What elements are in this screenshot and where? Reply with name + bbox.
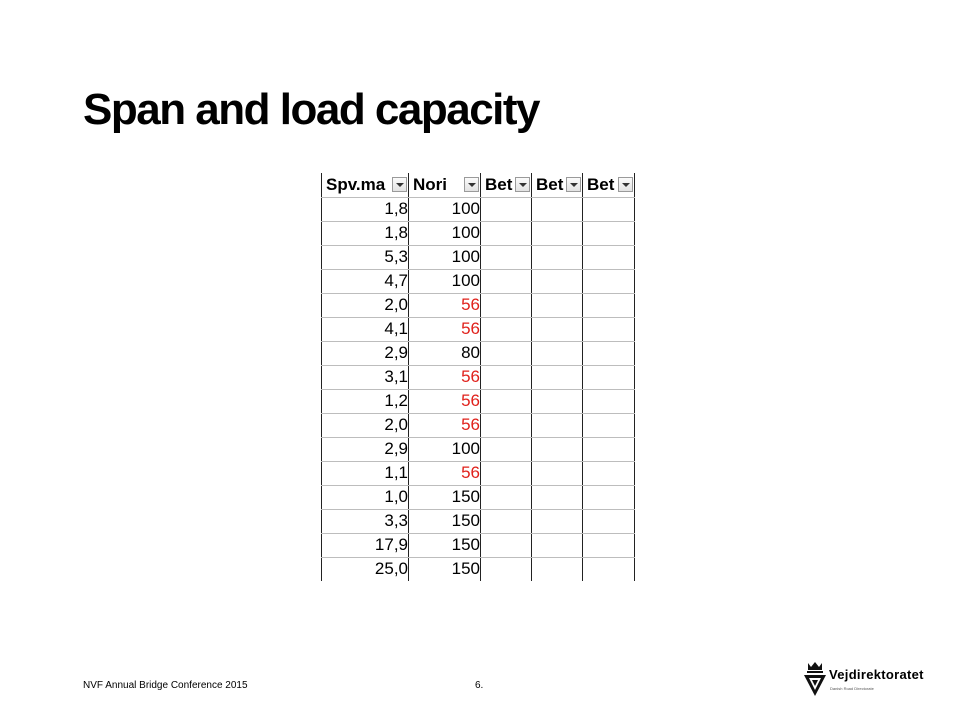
table-header-row <box>322 173 635 197</box>
bet-cell <box>532 221 583 245</box>
norm-cell: 80 <box>409 341 481 365</box>
table-row <box>322 557 635 581</box>
table-body <box>322 197 635 581</box>
table-row <box>322 365 635 389</box>
bet-cell <box>481 317 532 341</box>
bet-cell <box>532 245 583 269</box>
bet-cell <box>481 413 532 437</box>
bet-cell <box>532 413 583 437</box>
span-cell: 2,0 <box>322 293 409 317</box>
bet-cell <box>532 437 583 461</box>
norm-cell: 100 <box>409 221 481 245</box>
column-header-label: Spv.ma <box>326 175 386 194</box>
span-cell: 17,9 <box>322 533 409 557</box>
bet-cell <box>583 293 635 317</box>
bet-cell <box>583 221 635 245</box>
bet-cell <box>583 245 635 269</box>
vejdirektoratet-logo <box>803 660 933 700</box>
filter-dropdown-icon[interactable] <box>566 177 581 192</box>
column-header-span <box>322 173 409 197</box>
span-load-table <box>321 173 635 581</box>
column-header-bet-2 <box>532 173 583 197</box>
bet-cell <box>481 557 532 581</box>
bet-cell <box>481 365 532 389</box>
bet-cell <box>583 197 635 221</box>
bet-cell <box>583 341 635 365</box>
bet-cell <box>532 197 583 221</box>
bet-cell <box>481 245 532 269</box>
column-header-label: Bet <box>536 175 564 194</box>
norm-cell: 100 <box>409 269 481 293</box>
bet-cell <box>532 317 583 341</box>
bet-cell <box>583 533 635 557</box>
norm-cell: 150 <box>409 485 481 509</box>
span-cell: 2,0 <box>322 413 409 437</box>
bet-cell <box>583 365 635 389</box>
norm-cell: 56 <box>409 461 481 485</box>
span-cell: 2,9 <box>322 437 409 461</box>
bet-cell <box>481 293 532 317</box>
table-row <box>322 293 635 317</box>
span-cell: 1,2 <box>322 389 409 413</box>
column-header-bet-1 <box>481 173 532 197</box>
norm-cell: 56 <box>409 317 481 341</box>
bet-cell <box>583 461 635 485</box>
footer-conference: NVF Annual Bridge Conference 2015 <box>83 680 248 691</box>
table-row <box>322 197 635 221</box>
bet-cell <box>532 461 583 485</box>
span-cell: 3,1 <box>322 365 409 389</box>
table-row <box>322 461 635 485</box>
bet-cell <box>481 389 532 413</box>
span-cell: 25,0 <box>322 557 409 581</box>
bet-cell <box>481 221 532 245</box>
norm-cell: 56 <box>409 293 481 317</box>
logo-subtitle: Danish Road Directorate <box>830 686 874 691</box>
span-cell: 1,0 <box>322 485 409 509</box>
table-row <box>322 269 635 293</box>
bet-cell <box>532 341 583 365</box>
slide-title: Span and load capacity <box>83 85 540 134</box>
norm-cell: 100 <box>409 437 481 461</box>
span-cell: 1,8 <box>322 221 409 245</box>
span-cell: 5,3 <box>322 245 409 269</box>
page-number: 6. <box>475 680 484 691</box>
bet-cell <box>583 557 635 581</box>
bet-cell <box>481 461 532 485</box>
table-row <box>322 221 635 245</box>
span-cell: 1,1 <box>322 461 409 485</box>
crown-shield-icon <box>803 660 827 698</box>
norm-cell: 56 <box>409 413 481 437</box>
filter-dropdown-icon[interactable] <box>392 177 407 192</box>
bet-cell <box>583 413 635 437</box>
span-cell: 1,8 <box>322 197 409 221</box>
bet-cell <box>532 557 583 581</box>
column-header-label: Nori <box>413 175 447 194</box>
norm-cell: 150 <box>409 557 481 581</box>
bet-cell <box>532 509 583 533</box>
norm-cell: 56 <box>409 389 481 413</box>
norm-cell: 100 <box>409 197 481 221</box>
table-row <box>322 437 635 461</box>
norm-cell: 56 <box>409 365 481 389</box>
bet-cell <box>583 389 635 413</box>
table-row <box>322 413 635 437</box>
column-header-norm <box>409 173 481 197</box>
table-row <box>322 533 635 557</box>
column-header-bet-3 <box>583 173 635 197</box>
norm-cell: 150 <box>409 533 481 557</box>
bet-cell <box>481 437 532 461</box>
norm-cell: 100 <box>409 245 481 269</box>
bet-cell <box>532 293 583 317</box>
column-header-label: Bet <box>587 175 615 194</box>
bet-cell <box>481 197 532 221</box>
filter-dropdown-icon[interactable] <box>515 177 530 192</box>
bet-cell <box>532 485 583 509</box>
span-cell: 4,7 <box>322 269 409 293</box>
bet-cell <box>481 341 532 365</box>
bet-cell <box>532 389 583 413</box>
table-row <box>322 245 635 269</box>
table-row <box>322 341 635 365</box>
bet-cell <box>583 317 635 341</box>
table-row <box>322 485 635 509</box>
filter-dropdown-icon[interactable] <box>464 177 479 192</box>
table-row <box>322 389 635 413</box>
column-header-label: Bet <box>485 175 513 194</box>
span-cell: 2,9 <box>322 341 409 365</box>
table-row <box>322 317 635 341</box>
bet-cell <box>583 485 635 509</box>
span-cell: 3,3 <box>322 509 409 533</box>
bet-cell <box>532 533 583 557</box>
table-row <box>322 509 635 533</box>
bet-cell <box>583 269 635 293</box>
bet-cell <box>532 269 583 293</box>
bet-cell <box>481 509 532 533</box>
bet-cell <box>583 437 635 461</box>
bet-cell <box>583 509 635 533</box>
span-cell: 4,1 <box>322 317 409 341</box>
bet-cell <box>481 485 532 509</box>
logo-name: Vejdirektoratet <box>829 667 924 682</box>
bet-cell <box>532 365 583 389</box>
filter-dropdown-icon[interactable] <box>618 177 633 192</box>
bet-cell <box>481 269 532 293</box>
norm-cell: 150 <box>409 509 481 533</box>
bet-cell <box>481 533 532 557</box>
